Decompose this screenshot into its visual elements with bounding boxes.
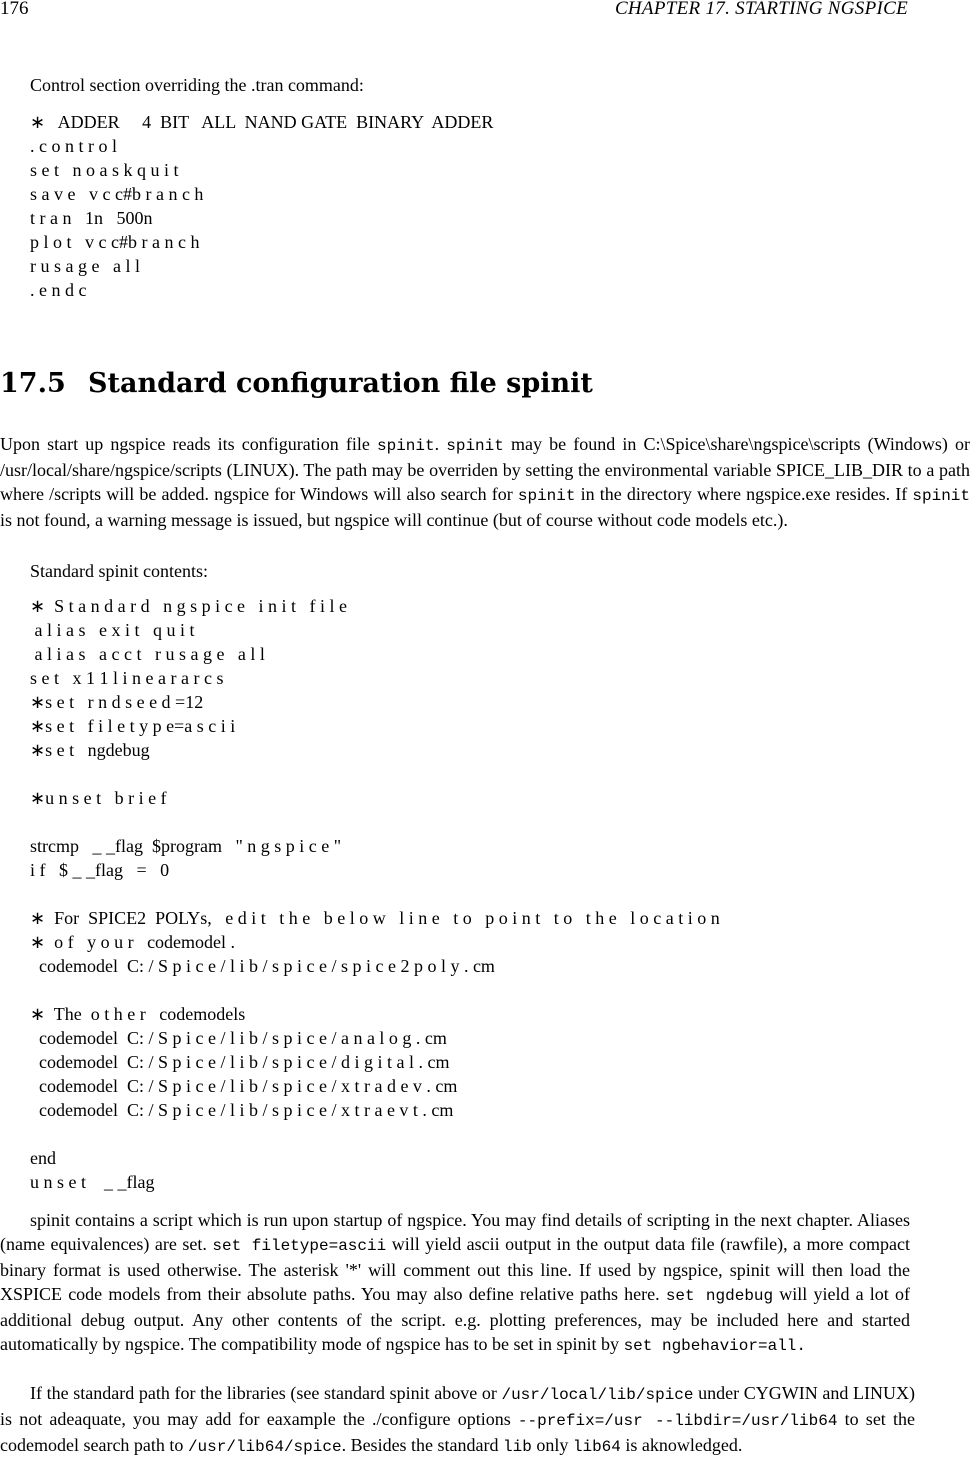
spinit-code-line xyxy=(30,810,720,834)
control-code-line: s e t n o a s k q u i t xyxy=(30,160,179,180)
section-title: Standard configuration file spinit xyxy=(88,368,593,399)
control-code-block xyxy=(30,110,493,302)
spinit-code-line: codemodel C: / S p i c e / l i b / s p i c e / a n a l o g . cm xyxy=(30,1028,447,1048)
contents-label: Standard spinit contents: xyxy=(30,561,208,581)
spinit-code-line: ∗ S t a n d a r d n g s p i c e i n i t f i l e xyxy=(30,596,348,616)
control-code-line: t r a n 1n 500n xyxy=(30,208,153,228)
spinit-code-line: ∗ o f y o u r codemodel . xyxy=(30,932,236,952)
spinit-code-line: end xyxy=(30,1148,56,1168)
spinit-code-block xyxy=(30,594,720,1194)
spinit-code-line xyxy=(30,762,720,786)
control-code-line: s a v e v c c#b r a n c h xyxy=(30,184,204,204)
control-code-line: ∗ ADDER 4 BIT ALL NAND GATE BINARY ADDER xyxy=(30,112,494,132)
running-header xyxy=(0,0,970,22)
spinit-code-line: strcmp _ _flag $program " n g s p i c e " xyxy=(30,836,342,856)
spinit-code-line: codemodel C: / S p i c e / l i b / s p i c e / x t r a d e v . cm xyxy=(30,1076,458,1096)
spinit-code-line: a l i a s e x i t q u i t xyxy=(30,620,195,640)
spinit-code-line: codemodel C: / S p i c e / l i b / s p i c e / d i g i t a l . cm xyxy=(30,1052,450,1072)
section-heading xyxy=(0,368,593,399)
spinit-code-line: s e t x 1 1 l i n e a r a r c s xyxy=(30,668,224,688)
spinit-code-line: codemodel C: / S p i c e / l i b / s p i c e / x t r a e v t . cm xyxy=(30,1100,454,1120)
chapter-title: CHAPTER 17. STARTING NGSPICE xyxy=(614,0,908,19)
control-code-line: . e n d c xyxy=(30,280,87,300)
spinit-code-line: ∗s e t f i l e t y p e=a s c i i xyxy=(30,716,236,736)
intro-text: Control section overriding the .tran command: xyxy=(30,75,364,95)
spinit-code-line: ∗u n s e t b r i e f xyxy=(30,788,167,808)
control-code-line: . c o n t r o l xyxy=(30,136,117,156)
paragraph-spinit-location: Upon start up ngspice reads its configuration file spinit. spinit may be found in C:\Spice\share\ngspice\scripts (Windows) or /usr/local/share/ngspice/scripts (LINUX). The path may be overriden by setting the environmental variable SPICE_LIB_DIR to a path where /scripts will be added. ngspice for Windows will also search for spinit in the directory where ngspice.exe resides. If spinit is not found, a warning message is issued, but ngspice will continue (but of course without code models etc.). xyxy=(0,434,970,530)
spinit-code-line: u n s e t _ _flag xyxy=(30,1172,155,1192)
spinit-code-line xyxy=(30,978,720,1002)
page-number: 176 xyxy=(0,0,29,19)
spinit-code-line: i f $ _ _flag = 0 xyxy=(30,860,170,880)
spinit-code-line: ∗s e t r n d s e e d =12 xyxy=(30,692,204,712)
spinit-code-line: codemodel C: / S p i c e / l i b / s p i c e / s p i c e 2 p o l y . cm xyxy=(30,956,495,976)
spinit-code-line: ∗ For SPICE2 POLYs, e d i t t h e b e l o w l i n e t o p o i n t t o t h e l o c a t i o n xyxy=(30,908,720,928)
section-number: 17.5 xyxy=(0,368,66,399)
paragraph-spinit-description: spinit contains a script which is run upon startup of ngspice. You may find details of scripting in the next chapter. Aliases (name equivalences) are set. set filetype=ascii will yield ascii output in the output data file (rawfile), a more compact binary format is used otherwise. The asterisk '*' will comment out this line. If used by ngspice, spinit will then load the XSPICE code models from their absolute paths. You may also define relative paths here. set ngdebug will yield a lot of additional debug output. Any other contents of the script. e.g. plotting preferences, may be included here and started automatically by ngspice. The compatibility mode of ngspice has to be set in spinit by set ngbehavior=all. xyxy=(0,1210,910,1355)
spinit-code-line xyxy=(30,882,720,906)
spinit-code-line: ∗s e t ngdebug xyxy=(30,740,150,760)
spinit-code-line: ∗ The o t h e r codemodels xyxy=(30,1004,246,1024)
spinit-code-line xyxy=(30,1122,720,1146)
spinit-code-line: a l i a s a c c t r u s a g e a l l xyxy=(30,644,265,664)
paragraph-library-paths: If the standard path for the libraries (see standard spinit above or /usr/local/lib/spice under CYGWIN and LINUX) is not adeaquate, you may add for eaxample the ./configure options --prefix=/usr --libdir=/usr/lib64 to set the codemodel search path to /usr/lib64/spice. Besides the standard lib only lib64 is aknowledged. xyxy=(0,1383,915,1456)
control-code-line: p l o t v c c#b r a n c h xyxy=(30,232,200,252)
control-code-line: r u s a g e a l l xyxy=(30,256,140,276)
